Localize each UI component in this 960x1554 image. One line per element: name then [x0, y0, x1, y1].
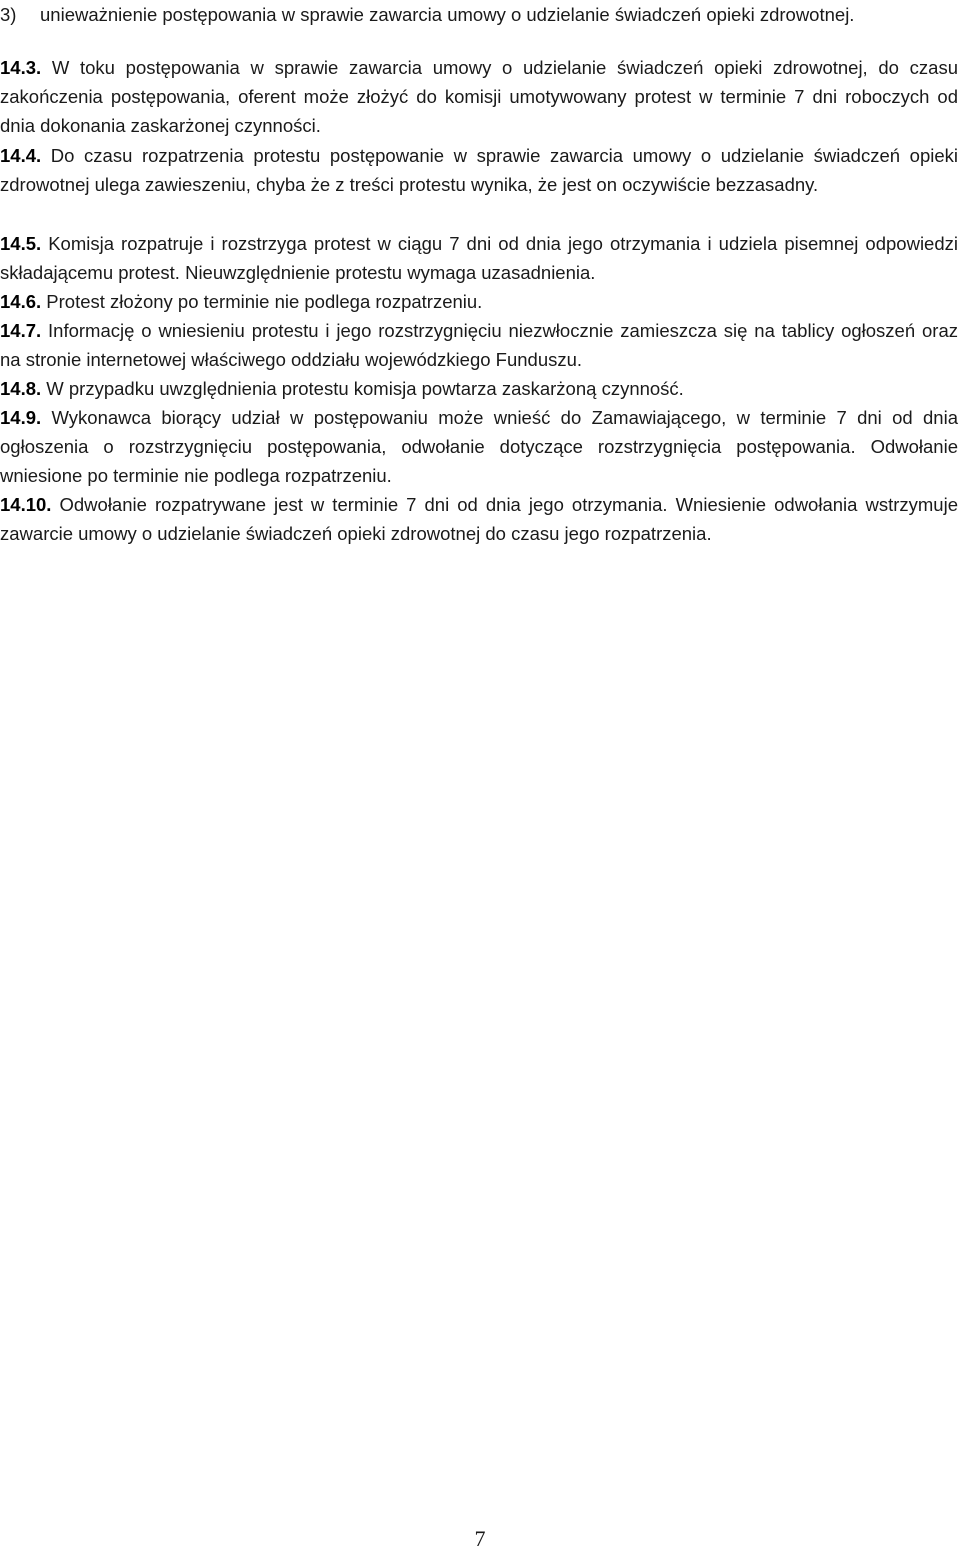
paragraph-14-9: [0, 403, 958, 491]
paragraph-14-3: [0, 53, 958, 141]
paragraph-number: 14.9.: [0, 407, 42, 428]
paragraph-text: Protest złożony po terminie nie podlega rozpatrzeniu.: [41, 291, 483, 312]
list-item-number: 3): [0, 4, 17, 25]
paragraph-14-10: [0, 490, 958, 548]
paragraph-number: 14.7.: [0, 320, 42, 341]
paragraph-number: 14.3.: [0, 57, 42, 78]
paragraph-14-5: [0, 229, 958, 287]
paragraph-text: W przypadku uwzględnienia protestu komisja powtarza zaskarżoną czynność.: [41, 378, 684, 399]
page-number: 7: [474, 1526, 486, 1551]
paragraph-14-8: [0, 374, 958, 403]
paragraph-14-7: [0, 316, 958, 374]
list-item-text: unieważnienie postępowania w sprawie zawarcia umowy o udzielanie świadczeń opieki zdrowotnej.: [40, 4, 855, 25]
paragraph-text: Wykonawca biorący udział w postępowaniu może wnieść do Zamawiającego, w terminie 7 dni od dnia ogłoszenia o rozstrzygnięciu postępowania, odwołanie dotyczące rozstrzygnięcia postępowania. Odwołanie wniesione po terminie nie podlega rozpatrzeniu.: [0, 407, 958, 487]
paragraph-number: 14.10.: [0, 494, 52, 515]
paragraph-14-4: [0, 141, 958, 199]
paragraph-text: Komisja rozpatruje i rozstrzyga protest w ciągu 7 dni od dnia jego otrzymania i udziela pisemnej odpowiedzi składającemu protest. Nieuwzględnienie protestu wymaga uzasadnienia.: [0, 233, 958, 284]
paragraph-text: Odwołanie rozpatrywane jest w terminie 7 dni od dnia jego otrzymania. Wniesienie odwołania wstrzymuje zawarcie umowy o udzielanie świadczeń opieki zdrowotnej do czasu jego rozpatrzenia.: [0, 494, 958, 545]
paragraph-number: 14.6.: [0, 291, 42, 312]
paragraph-text: W toku postępowania w sprawie zawarcia umowy o udzielanie świadczeń opieki zdrowotnej, do czasu zakończenia postępowania, oferent może złożyć do komisji umotywowany protest w terminie 7 dni roboczych od dnia dokonania zaskarżonej czynności.: [0, 57, 958, 137]
paragraph-text: Informację o wniesieniu protestu i jego rozstrzygnięciu niezwłocznie zamieszcza się na tablicy ogłoszeń oraz na stronie internetowej właściwego oddziału wojewódzkiego Funduszu.: [0, 320, 958, 371]
paragraph-number: 14.5.: [0, 233, 42, 254]
paragraph-number: 14.4.: [0, 145, 42, 166]
paragraph-number: 14.8.: [0, 378, 42, 399]
paragraph-text: Do czasu rozpatrzenia protestu postępowanie w sprawie zawarcia umowy o udzielanie świadczeń opieki zdrowotnej ulega zawieszeniu, chyba że z treści protestu wynika, że jest on oczywiście bezzasadny.: [0, 145, 958, 196]
paragraph-14-6: [0, 287, 958, 316]
